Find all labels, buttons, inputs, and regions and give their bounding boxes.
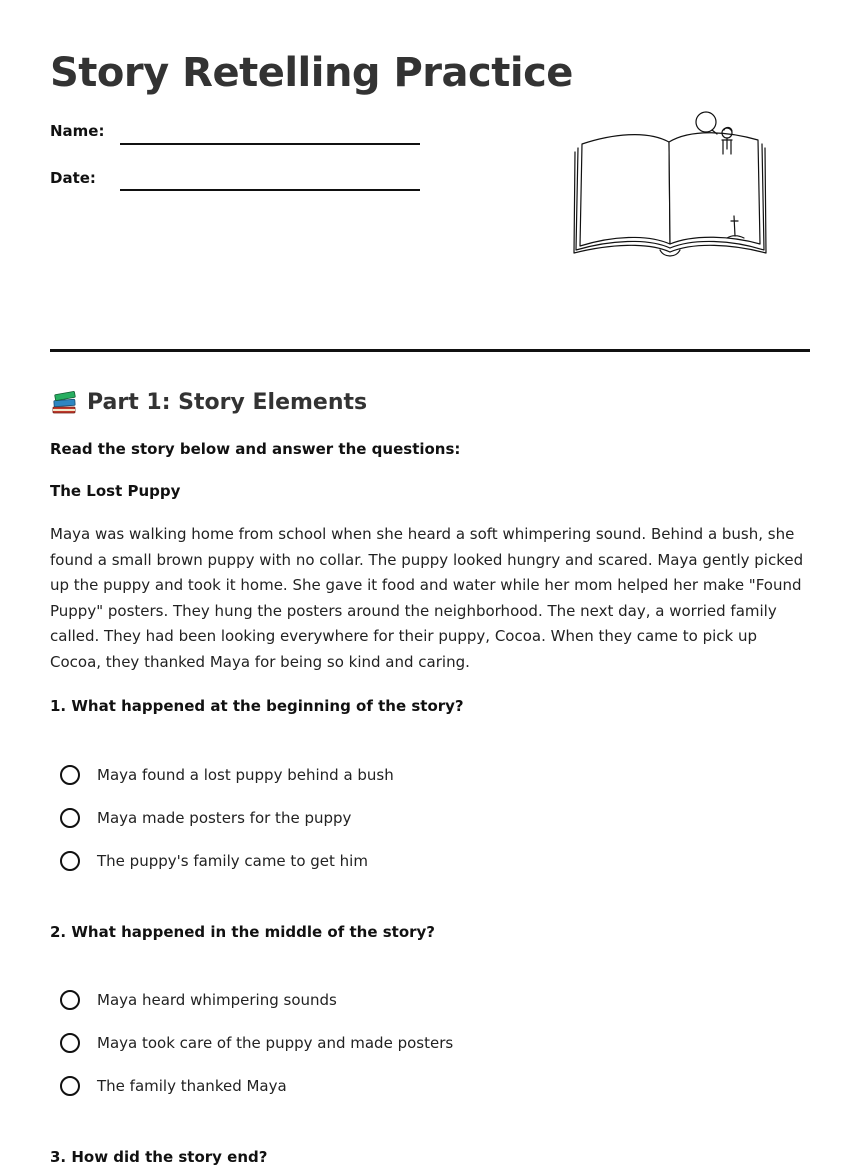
option-label: Maya took care of the puppy and made posters xyxy=(97,1034,454,1052)
question-1-option-c[interactable] xyxy=(60,851,368,871)
header-divider xyxy=(50,349,810,352)
page-title: Story Retelling Practice xyxy=(50,50,573,96)
question-2-option-b[interactable] xyxy=(60,1033,453,1053)
question-2: 2. What happened in the middle of the story? xyxy=(50,923,436,941)
section-heading-part-1 xyxy=(50,388,367,416)
date-field[interactable] xyxy=(120,189,420,191)
question-1: 1. What happened at the beginning of the story? xyxy=(50,697,464,715)
question-1-option-b[interactable] xyxy=(60,808,351,828)
question-3: 3. How did the story end? xyxy=(50,1148,268,1166)
option-label: Maya heard whimpering sounds xyxy=(97,991,337,1009)
instructions-text: Read the story below and answer the questions: xyxy=(50,440,461,458)
name-label: Name: xyxy=(50,122,105,140)
radio-button[interactable] xyxy=(60,851,80,871)
option-label: The family thanked Maya xyxy=(97,1077,287,1095)
radio-button[interactable] xyxy=(60,808,80,828)
section-heading-text: Part 1: Story Elements xyxy=(87,389,368,415)
radio-button[interactable] xyxy=(60,1076,80,1096)
books-icon xyxy=(50,388,78,416)
story-text: Maya was walking home from school when she heard a soft whimpering sound. Behind a bush, she found a small brown puppy with no collar. The puppy looked hungry and scared. Maya gently picked up the puppy and took it home. She gave it food and water while her mom helped her make "Found Puppy" posters. They hung the posters around the neighborhood. The next day, a worried family called. They had been looking everywhere for their puppy, Cocoa. When they came to pick up Cocoa, they thanked Maya for being so kind and caring. xyxy=(50,525,804,671)
name-field[interactable] xyxy=(120,143,420,145)
option-label: The puppy's family came to get him xyxy=(97,852,368,870)
option-label: Maya found a lost puppy behind a bush xyxy=(97,766,394,784)
option-label: Maya made posters for the puppy xyxy=(97,809,352,827)
date-label: Date: xyxy=(50,169,96,187)
radio-button[interactable] xyxy=(60,765,80,785)
question-1-option-a[interactable] xyxy=(60,765,394,785)
question-2-option-c[interactable] xyxy=(60,1076,287,1096)
radio-button[interactable] xyxy=(60,1033,80,1053)
question-2-option-a[interactable] xyxy=(60,990,337,1010)
radio-button[interactable] xyxy=(60,990,80,1010)
story-title: The Lost Puppy xyxy=(50,482,181,500)
open-book-reading-illustration xyxy=(572,104,772,264)
